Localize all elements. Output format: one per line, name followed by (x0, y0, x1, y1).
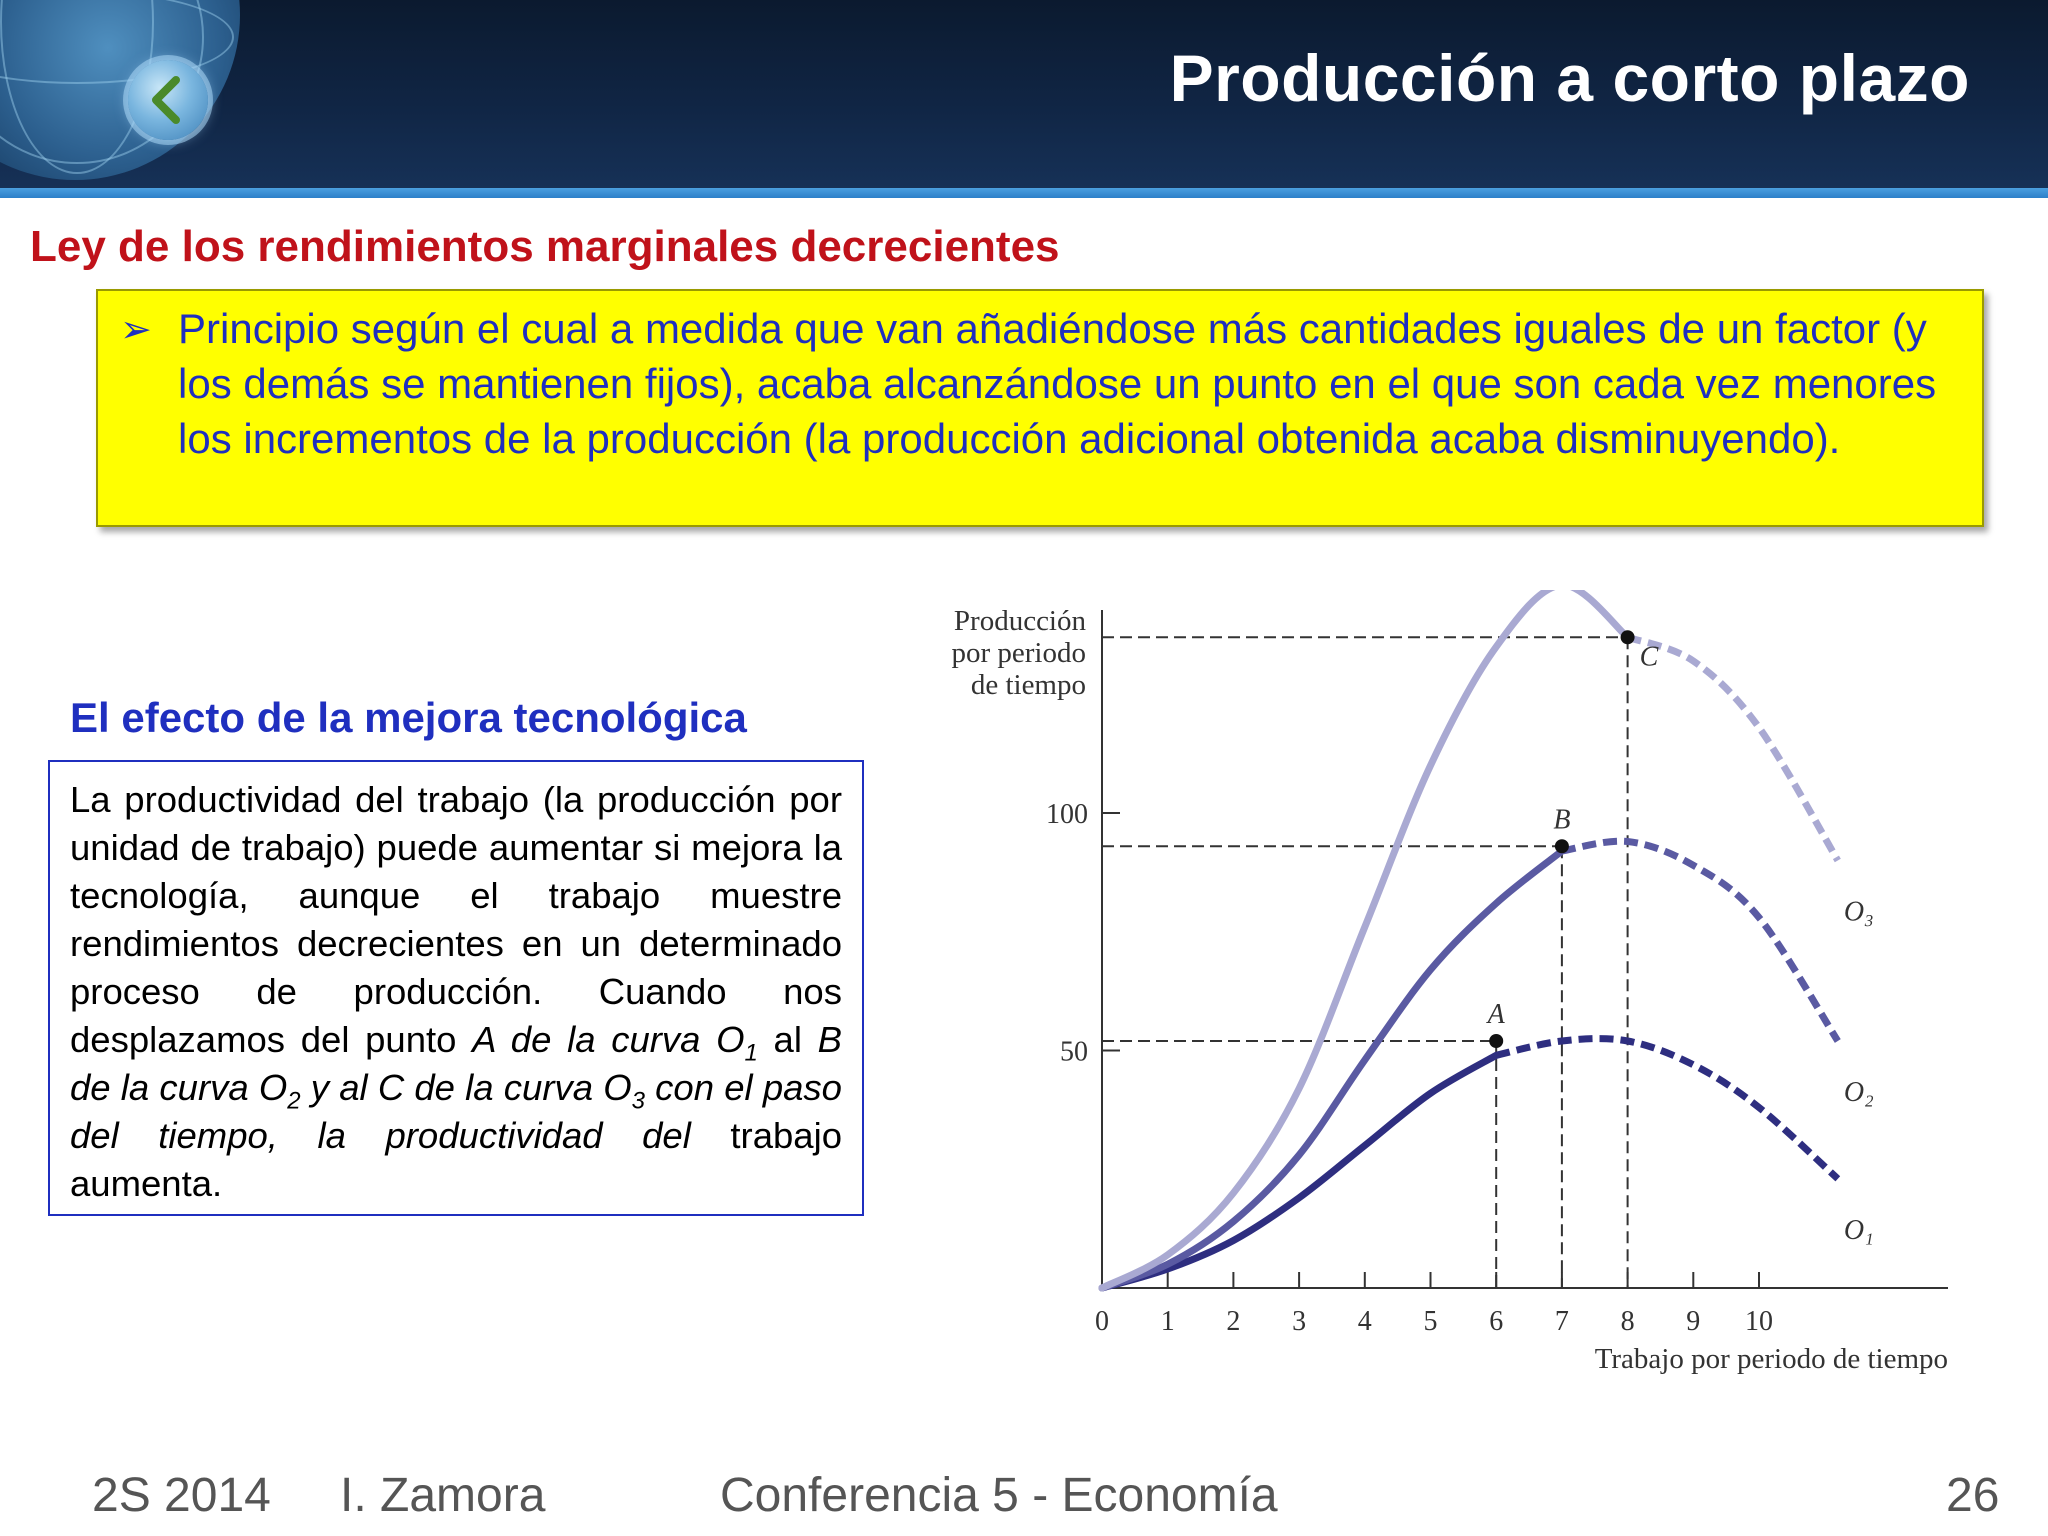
curve-o1-dashed (1496, 1039, 1838, 1179)
y-tick-label: 50 (1060, 1036, 1088, 1068)
section-heading: El efecto de la mejora tecnológica (70, 694, 747, 741)
y-tick-label: 100 (1046, 799, 1088, 830)
x-tick-label: 0 (1095, 1306, 1109, 1337)
x-tick-label: 5 (1423, 1306, 1438, 1337)
footer-author: I. Zamora (340, 1469, 546, 1522)
x-tick-label: 4 (1357, 1306, 1372, 1337)
explanation-box (48, 760, 864, 1216)
point-a (1489, 1034, 1503, 1048)
curve-o3-dashed (1628, 637, 1838, 860)
x-tick-label: 2 (1226, 1306, 1241, 1337)
x-tick-label: 7 (1554, 1306, 1569, 1337)
x-tick-label: 1 (1160, 1306, 1175, 1337)
curve-o2-dashed (1562, 841, 1838, 1041)
principle-text: Principio según el cual a medida que van añadiéndose más cantidades iguales de un factor (y los demás se mantienen fijos), acaba alcanzándose un punto en el que son cada vez menores los incrementos de la producción (la producción adicional obtenida acaba disminuyendo). (178, 305, 1937, 462)
y-axis-label: de tiempo (970, 669, 1086, 701)
slide-header (0, 0, 2048, 188)
y-axis-label: por periodo (951, 637, 1086, 669)
principle-box (96, 289, 1984, 527)
arrow-bullet-icon: ➢ (120, 309, 152, 351)
x-tick-label: 3 (1292, 1306, 1307, 1337)
point-b (1555, 839, 1569, 853)
header-stripe (0, 188, 2048, 198)
x-tick-label: 9 (1686, 1306, 1701, 1337)
point-label-a: A (1487, 999, 1505, 1030)
explanation-text: La productividad del trabajo (la producción por unidad de trabajo) puede aumentar si mejora la tecnología, aunque el trabajo muestre rendimientos decrecientes en un determinado proceso de producción. Cuando nos desplazamos del punto A de la curva $O_1$ al B de la curva $O_2$ y al C de la curva $O_3$ con el paso del tiempo, la productividad del trabajo aumenta. (70, 779, 842, 1204)
x-axis-label: Trabajo por periodo de tiempo (1594, 1343, 1948, 1375)
x-tick-label: 6 (1489, 1306, 1504, 1337)
back-arrow-icon[interactable] (128, 60, 208, 140)
curve-label-o3: O₃ (1843, 896, 1874, 928)
point-c (1621, 630, 1635, 644)
slide-title: Producción a corto plazo (1169, 41, 1970, 115)
x-tick-label: 10 (1745, 1306, 1773, 1337)
footer-course: Conferencia 5 - Economía (720, 1469, 1278, 1522)
footer-semester: 2S 2014 (92, 1469, 271, 1522)
curve-label-o1: O₁ (1843, 1214, 1874, 1246)
curve-o2-solid (1102, 851, 1562, 1288)
footer-page-number: 26 (1946, 1469, 2000, 1522)
point-label-c: C (1639, 641, 1659, 673)
curve-label-o2: O₂ (1843, 1077, 1874, 1108)
y-axis-label: Producción (953, 605, 1086, 637)
production-chart (900, 590, 1980, 1410)
curve-o3-solid (1102, 590, 1628, 1288)
law-heading: Ley de los rendimientos marginales decrecientes (30, 222, 1060, 271)
x-tick-label: 8 (1620, 1306, 1635, 1337)
point-label-b: B (1553, 804, 1571, 836)
